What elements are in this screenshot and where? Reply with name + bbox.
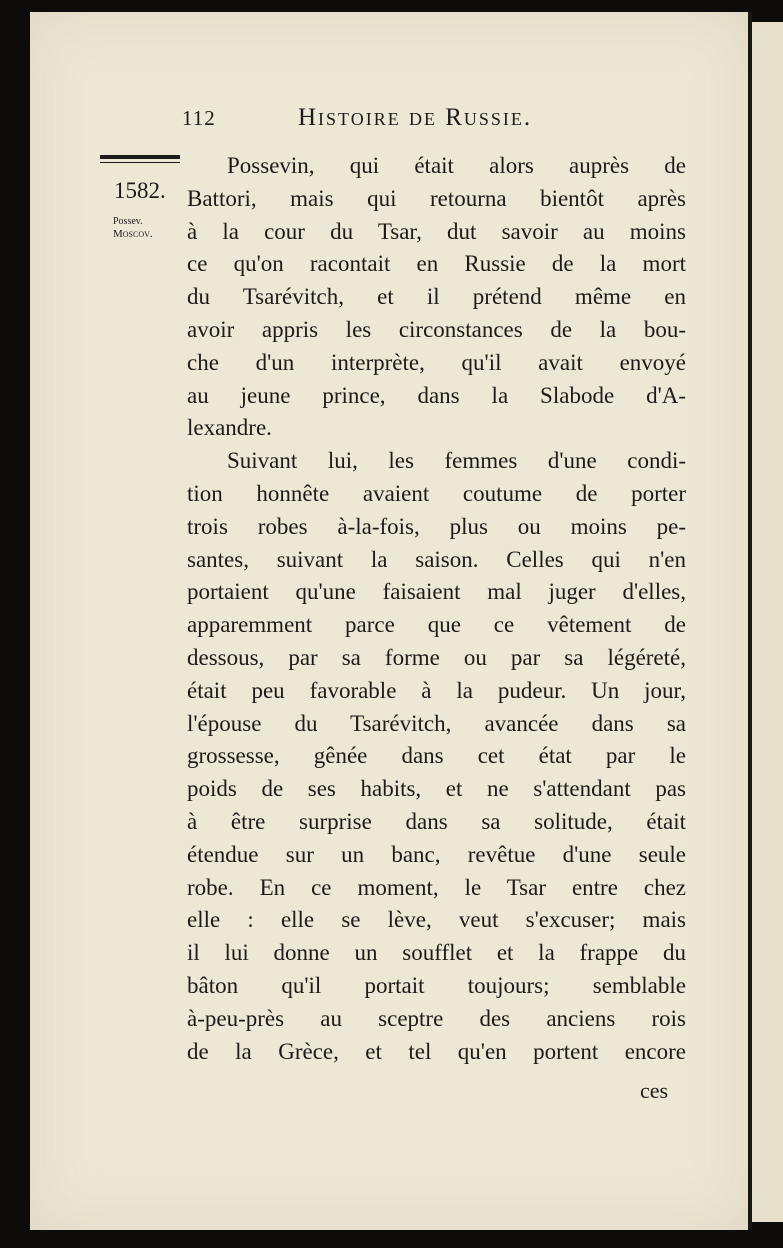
text-line: apparemment parce que ce vêtement de	[187, 612, 686, 638]
text-line: ce qu'on racontait en Russie de la mort	[187, 251, 686, 277]
text-line: à être surprise dans sa solitude, était	[187, 808, 686, 834]
text-line: che d'un interprète, qu'il avait envoyé	[187, 349, 686, 375]
paragraph-1	[187, 150, 686, 445]
text-line: dessous, par sa forme ou par sa légéreté,	[187, 644, 686, 670]
text-line: à la cour du Tsar, dut savoir au moins	[187, 218, 686, 244]
page-number: 112	[182, 106, 216, 130]
text-line: Battori, mais qui retourna bientôt après	[187, 185, 686, 211]
text-line: Possevin, qui était alors auprès de	[227, 153, 686, 178]
text-line: du Tsarévitch, et il prétend même en	[187, 284, 686, 310]
text-line: de la Grèce, et tel qu'en portent encore	[187, 1038, 686, 1064]
text-line: tion honnête avaient coutume de porter	[187, 480, 686, 506]
margin-year: 1582.	[114, 178, 166, 203]
text-line: à-peu-près au sceptre des anciens rois	[187, 1005, 686, 1031]
margin-note-line2: Moscov.	[113, 228, 153, 240]
text-line: était peu favorable à la pudeur. Un jour,	[187, 677, 686, 703]
adjacent-page-edge	[752, 22, 783, 1222]
margin-note-line1: Possev.	[113, 216, 143, 227]
text-line: lexandre.	[187, 415, 272, 441]
text-line: santes, suivant la saison. Celles qui n'en	[187, 546, 686, 572]
ornament-rule	[100, 155, 180, 169]
text-line: Suivant lui, les femmes d'une condi-	[227, 448, 686, 474]
text-line: bâton qu'il portait toujours; semblable	[187, 972, 686, 998]
text-line: avoir appris les circonstances de la bou-	[187, 316, 686, 342]
text-line: robe. En ce moment, le Tsar entre chez	[187, 874, 686, 900]
rule-thin	[100, 162, 180, 163]
paragraph-2	[187, 445, 686, 1068]
text-line: poids de ses habits, et ne s'attendant pas	[187, 776, 686, 802]
rule-thick	[100, 155, 180, 159]
text-line: étendue sur un banc, revêtue d'une seule	[187, 841, 686, 867]
text-line: portaient qu'une faisaient mal juger d'elles,	[187, 579, 686, 605]
text-line: trois robes à-la-fois, plus ou moins pe-	[187, 513, 686, 539]
page-header	[182, 104, 688, 140]
running-title: Histoire de Russie.	[298, 104, 533, 131]
text-line: l'épouse du Tsarévitch, avancée dans sa	[187, 710, 686, 736]
text-line: il lui donne un soufflet et la frappe du	[187, 940, 686, 966]
catchword: ces	[640, 1078, 669, 1103]
body-text	[187, 150, 686, 1068]
text-line: au jeune prince, dans la Slabode d'A-	[187, 382, 686, 408]
margin-source-note	[113, 216, 183, 240]
text-line: elle : elle se lève, veut s'excuser; mais	[187, 907, 686, 933]
text-line: grossesse, gênée dans cet état par le	[187, 743, 686, 769]
